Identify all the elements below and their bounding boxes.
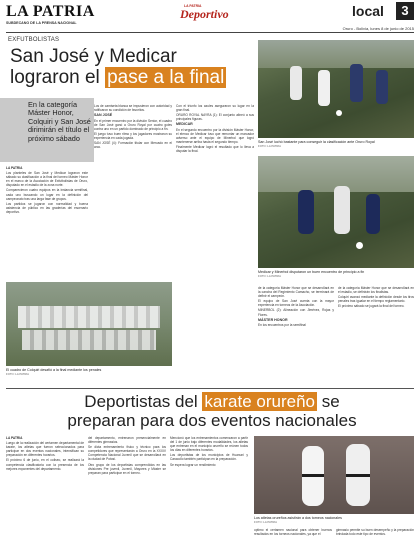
story1-column-5 [338, 286, 414, 384]
headline-end: se [321, 392, 340, 411]
paragraph: Luego de la realización del certamen departamental de karate, los atletas que fueron seleccionados para participar en dos eventos nacionales, intensifican su preparación en diferentes horarios. [6, 441, 84, 458]
supplement-label-small: LA PATRIA [184, 4, 202, 8]
paragraph: Los partidos se jugaron con normalidad y buena asistencia de público en las graderías del escenario deportivo. [6, 201, 88, 214]
headline-line-1: San José y Medicar [10, 46, 177, 67]
paragraph: ORURO ROYAL NAYRA (1): El conjunto alineó a sus principales figuras. [176, 113, 254, 122]
paragraph: de la categoría Máster Honor que se desarrollará en el estadio, se definirán los finalistas. [338, 286, 414, 295]
paragraph: Otro grupo de los deportistas comprendidos en las divisiones Pre juvenil, Juvenil, Mayores y Máster se preparan para participar en el torneo. [88, 462, 166, 475]
ball [356, 242, 363, 249]
supplement-logo: Deportivo [180, 7, 229, 21]
photo-credit: FOTO: LA PATRIA [258, 274, 282, 279]
story2-column-1 [6, 436, 84, 542]
headline-accent: pase a la final [107, 67, 225, 88]
paragraph: optimo el certamen nacional para obtener buenos resultados en los torneos nacionales, ya que el [254, 528, 332, 537]
photo-colquiri-team [6, 282, 172, 366]
paragraph: gimnasio permite su buen desempeño y la preparación brindada todo este tipo de eventos. [336, 528, 414, 537]
photo-san-jose-match [258, 40, 414, 138]
paragraph: del departamento, entrenaron presencialmente en diferentes gimnasios. [88, 436, 166, 445]
story2-column-4 [254, 528, 332, 544]
masthead [0, 0, 420, 34]
caption-text: Medicar y Minerbol disputaron un buen encuentro de principio a fin [258, 270, 365, 274]
paragraph: Los planteles de San José y Medicar lograron este sábado su clasificación a la final del torneo Máster Honor en el marco de la Asociación de Exfutbolistas de Oruro, disputado en el estadio de la zona norte. [6, 171, 88, 188]
headline-plain: Deportistas del [84, 392, 198, 411]
paper-tagline: SUBDECANO DE LA PRENSA NACIONAL [6, 21, 77, 25]
player-figure [290, 66, 302, 100]
page-number: 3 [396, 2, 414, 20]
story1-column-3 [176, 104, 254, 384]
player-figure [350, 64, 363, 102]
photo-medicar-minerbol [258, 156, 414, 268]
paragraph: Se espera lograr un rendimiento [170, 462, 216, 467]
paragraph: Mencionó que los entrenamientos comenzaron a partir del 1 de junio bajo diferentes modalidades, los atletas que entrenan en el municipio orureño se reúnen todos los días en diferentes horarios. [170, 436, 248, 453]
subhead: MÁSTER HONOR [258, 317, 288, 322]
story2-column-2 [88, 436, 166, 542]
paragraph: Con el triunfo los azules aseguraron su lugar en la gran final. [176, 104, 254, 113]
player-figure [318, 70, 330, 106]
headline-line-2 [10, 67, 260, 88]
paragraph: MINERBOL (2): Alineación con Jiménez, Rojas y Flores. [258, 308, 334, 317]
headline-plain: lograron el [10, 67, 100, 88]
story2-column-3 [170, 436, 248, 542]
photo-credit: FOTO: LA PATRIA [258, 144, 282, 149]
ball [336, 110, 342, 116]
paragraph: En los encuentros por la semifinal [258, 323, 306, 328]
paragraph: Los deportistas de los municipios de Huanuni y Caracollo también participan en la preparación. [170, 453, 248, 462]
headline-line-2: preparan para dos eventos nacionales [67, 411, 357, 430]
subhead: MEDICAR [176, 122, 193, 127]
athlete-belt [346, 474, 370, 477]
player-figure [334, 186, 350, 234]
kicker: EXFUTBOLISTAS [8, 37, 60, 43]
deck [0, 98, 94, 162]
photo-sky [258, 40, 414, 68]
story2-column-5 [336, 528, 414, 544]
paragraph: El equipo de San José cuenta con la mayor experiencia en torneos de la Asociación. [258, 299, 334, 308]
paragraph: de la categoría Máster Honor que se desarrollará en la cancha del Regimiento Camacho, se terminará de definir el campeón. [258, 286, 334, 299]
paragraph: En el primer encuentro por la división Senior, el cuadro de San José ganó a Oruro Royal por cuatro goles contra uno en un partido dominado de principio a fin. [94, 118, 172, 131]
team-front-row [22, 330, 156, 350]
paper-name: LA PATRIA [6, 3, 95, 20]
athlete-belt [302, 474, 324, 477]
section-label: local [352, 3, 384, 19]
player-figure [298, 190, 314, 234]
byline: LA PATRIA [6, 166, 23, 170]
story1-column-2 [94, 104, 172, 278]
photo2-caption [258, 270, 414, 279]
paragraph: SAN JOSÉ (4): Formación titular con Mercado en el arco. [94, 141, 172, 150]
paragraph: Finalmente Medicar logró el resultado que lo lleva a disputar la final. [176, 145, 254, 154]
subhead: SAN JOSÉ [94, 113, 113, 118]
karate-photo-caption [254, 516, 414, 525]
caption-text: El cuadro de Colquiri desafió a la final mediante los penales [6, 368, 102, 372]
dateline: Oruro - Bolivia, lunes 8 de junio de 2015 [342, 26, 414, 31]
team-back-row [18, 306, 160, 328]
player-figure [376, 70, 388, 104]
headline-story2 [10, 392, 414, 430]
player-figure [366, 194, 380, 234]
story1-column-1 [6, 166, 88, 278]
byline: LA PATRIA [6, 436, 23, 440]
caption-text: Los atletas orureños asistirán a dos torneos nacionales [254, 516, 342, 520]
photo-caption [258, 140, 414, 149]
photo-karate-athletes [254, 436, 414, 514]
caption-text: San José luchó bastante para conseguir la clasificación ante Oruro Royal [258, 140, 375, 144]
photo-credit: FOTO: LA PATRIA [254, 520, 278, 525]
paragraph: Los de camiseta blanca se impusieron con autoridad y ratificaron su condición de favoritos. [94, 104, 172, 113]
paragraph: El próximo 6 de junio, en el coliseo, se realizará la competencia clasificatoria con la presencia de los mejores exponentes del departamento. [6, 458, 84, 471]
paragraph: El juego tuvo buen ritmo y los jugadores mostraron su experiencia en cada jugada. [94, 132, 172, 141]
story1-column-4 [258, 286, 334, 384]
photo-credit: FOTO: LA PATRIA [6, 372, 30, 377]
paragraph: Comparecieron cuatro equipos en la instancia semifinal, cada uno buscando un lugar en la definición del campeonato tras una larga fase de grupos. [6, 188, 88, 201]
paragraph: Colquiri avanzó mediante la definición desde los tiros penales tras igualar en el tiempo reglamentario. [338, 295, 414, 304]
paragraph: El próximo sábado se jugará la final del torneo. [338, 304, 405, 309]
paragraph: Se dicta entrenamiento físico y técnico para los competidores que representarán a Oruro en la XXXIV Competencia Nacional Juvenil que se desarrollará en la ciudad de Potosí. [88, 445, 166, 462]
headline-line-1 [10, 392, 414, 411]
masthead-rule [6, 32, 414, 33]
paragraph: En el segundo encuentro por la división Máster Honor, el elenco de Medicar tuvo que remontar un marcador adverso ante el equipo de Minerbol que logró mantenerse arriba hasta el segundo tiempo. [176, 127, 254, 145]
headline-accent: karate orureño [204, 392, 315, 411]
section-divider [6, 388, 414, 389]
headline-story1 [10, 46, 260, 88]
deck-text: En la categoría Máster Honor, Colquiri y San José dirimirán el título el próximo sábado [28, 100, 91, 143]
team-photo-caption [6, 368, 172, 377]
